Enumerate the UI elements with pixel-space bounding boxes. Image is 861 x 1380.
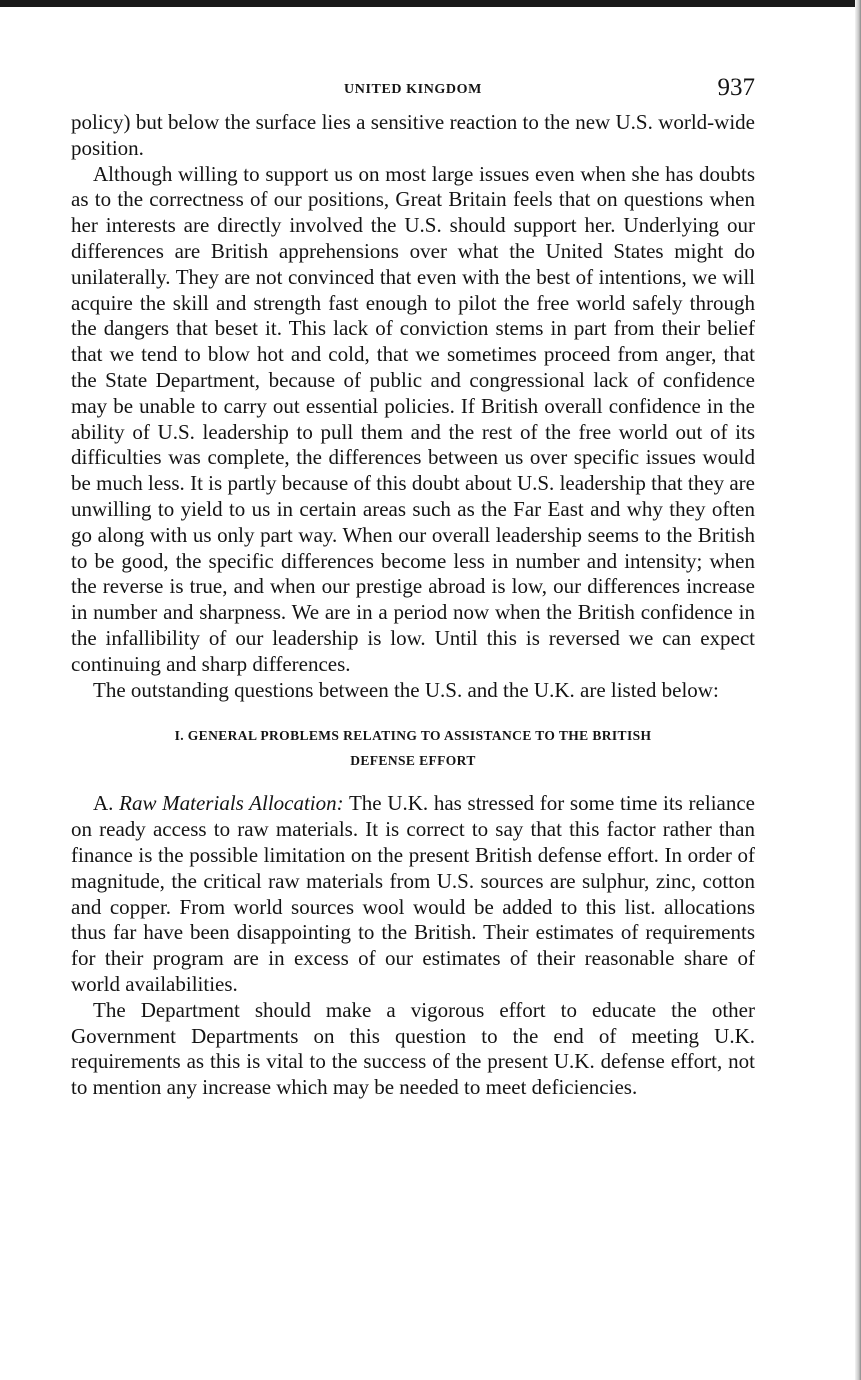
item-a-text: The U.K. has stressed for some time its reliance on ready access to raw materials. It is correct to say that this factor rather than finance is the possible limitation on the present British defense effort. In order of magnitude, the critical raw materials from U.S. sources are sulphur, zinc, cotton and copper. From world sources wool would be added to this list. allocations thus far have been disappointing to the British. Their estimates of requirements for their program are in excess of our estimates of their reasonable share of world availabilities. xyxy=(71,791,755,996)
section-heading-line-1: I. GENERAL PROBLEMS RELATING TO ASSISTANCE TO THE BRITISH xyxy=(174,728,652,744)
paragraph-british-apprehensions: Although willing to support us on most large issues even when she has doubts as to the correctness of our positions, Great Britain feels that on questions when her interests are directly involved the U.S. should support her. Underlying our differences are British apprehensions over what the United States might do unilaterally. They are not convinced that even with the best of intentions, we will acquire the skill and strength fast enough to pilot the free world safely through the dangers that beset it. This lack of conviction stems in part from their belief that we tend to blow hot and cold, that we sometimes proceed from anger, that the State Department, because of public and congressional lack of confidence may be unable to carry out essential policies. If British overall confidence in the ability of U.S. leadership to pull them and the rest of the free world out of its difficulties was complete, the differences between us over specific issues would be much less. It is partly because of this doubt about U.S. leadership that they are unwilling to yield to us in certain areas such as the Far East and why they often go along with us only part way. When our overall leadership seems to the British to be good, the specific differences become less in number and intensity; when the reverse is true, and when our prestige abroad is low, our differences increase in number and sharpness. We are in a period now when the British confidence in the infallibility of our leadership is low. Until this is reversed we can expect continuing and sharp differences. xyxy=(71,161,755,676)
page-number: 937 xyxy=(717,74,755,101)
document-page xyxy=(71,74,755,1101)
section-heading xyxy=(71,723,755,773)
page-header xyxy=(71,74,755,110)
body-text xyxy=(71,110,755,1101)
paragraph-department-effort: The Department should make a vigorous effort to educate the other Government Departments on this question to the end of meeting U.K. requirements as this is vital to the success of the present U.K. defense effort, not to mention any increase which may be needed to meet deficiencies. xyxy=(71,997,755,1100)
page-right-edge xyxy=(855,0,861,1380)
paragraph-raw-materials xyxy=(71,791,755,997)
paragraph-continued: policy) but below the surface lies a sensitive reaction to the new U.S. world-wide position. xyxy=(71,110,755,160)
item-a-prefix: A. xyxy=(93,791,120,816)
page-top-edge xyxy=(0,0,861,7)
item-a-title: Raw Materials Allocation: xyxy=(119,791,344,816)
paragraph-outstanding-questions: The outstanding questions between the U.S. and the U.K. are listed below: xyxy=(93,677,719,702)
running-title: UNITED KINGDOM xyxy=(344,82,482,97)
section-heading-line-2: DEFENSE EFFORT xyxy=(350,753,476,769)
